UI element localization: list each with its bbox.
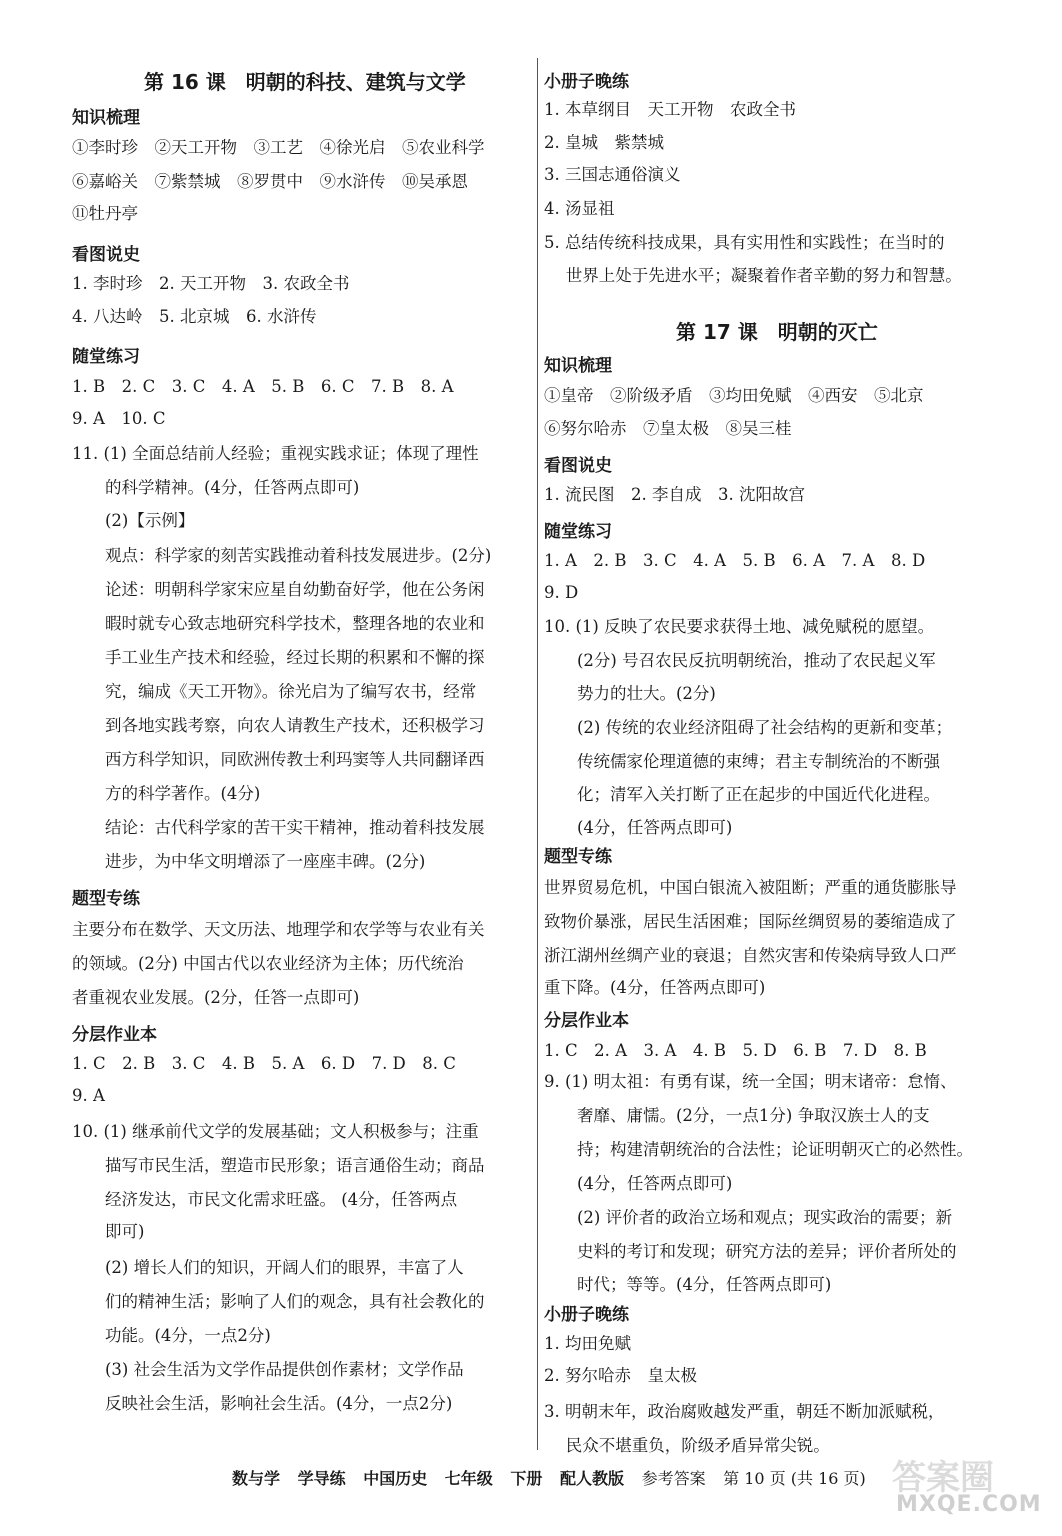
right-special-line: 致物价暴涨，居民生活困难；国际丝绸贸易的萎缩造成了 <box>544 912 957 931</box>
right-evening-line: 5. 总结传统科技成果，具有实用性和实践性；在当时的 <box>544 233 945 252</box>
right-practice-line: 9. D <box>544 583 579 602</box>
left-practice-line: 观点：科学家的刻苦实践推动着科技发展进步。(2分) <box>72 546 492 565</box>
right-evening2-line: 2. 努尔哈赤 皇太极 <box>544 1366 697 1385</box>
left-practice-line: 进步，为中华文明增添了一座座丰碑。(2分) <box>72 852 426 871</box>
left-practice-line: 方的科学著作。(4分) <box>72 784 261 803</box>
footer-book: 数与学 <box>232 1469 281 1488</box>
right-evening-line: 3. 三国志通俗演义 <box>544 165 681 184</box>
left-practice-line: 1. B 2. C 3. C 4. A 5. B 6. C 7. B 8. A <box>72 377 454 396</box>
left-homework-line: (3) 社会生活为文学作品提供创作素材；文学作品 <box>72 1360 464 1379</box>
right-homework-line: 奢靡、庸懦。(2分，一点1分) 争取汉族士人的支 <box>544 1106 930 1125</box>
right-homework-line: (4分，任答两点即可) <box>544 1174 733 1193</box>
column-divider <box>537 58 538 1450</box>
right-practice-line: 势力的壮大。(2分) <box>544 684 716 703</box>
left-special-line: 者重视农业发展。(2分，任答一点即可) <box>72 988 360 1007</box>
left-special-line: 的领域。(2分) 中国古代以农业经济为主体；历代统治 <box>72 954 464 973</box>
right-practice-line: (4分，任答两点即可) <box>544 818 733 837</box>
footer-grade: 七年级 <box>444 1469 493 1488</box>
left-homework-line: 10. (1) 继承前代文学的发展基础；文人积极参与；注重 <box>72 1122 479 1141</box>
watermark-domain: MXQE.COM <box>896 1492 1042 1517</box>
left-picture-heading: 看图说史 <box>72 245 140 265</box>
footer-section: 参考答案 <box>641 1469 706 1488</box>
left-homework-line: 经济发达，市民文化需求旺盛。 (4分，任答两点 <box>72 1190 458 1209</box>
right-evening-line: 4. 汤显祖 <box>544 199 615 218</box>
right-special-line: 浙江湖州丝绸产业的衰退；自然灾害和传染病导致人口严 <box>544 946 957 965</box>
left-homework-line: 们的精神生活；影响了人们的观念，具有社会教化的 <box>72 1292 485 1311</box>
right-picture-heading: 看图说史 <box>544 456 612 476</box>
left-practice-line: 到各地实践考察，向农人请教生产技术，还积极学习 <box>72 716 485 735</box>
right-homework-line: 时代；等等。(4分，任答两点即可) <box>544 1275 832 1294</box>
right-evening-line: 世界上处于先进水平；凝聚着作者辛勤的努力和智慧。 <box>544 266 962 285</box>
left-homework-line: 9. A <box>72 1086 105 1105</box>
left-knowledge-line: ⑥嘉峪关 ⑦紫禁城 ⑧罗贯中 ⑨水浒传 ⑩吴承恩 <box>72 172 468 191</box>
right-evening2-heading: 小册子晚练 <box>544 1305 629 1325</box>
left-homework-heading: 分层作业本 <box>72 1025 157 1045</box>
right-knowledge-line: ⑥努尔哈赤 ⑦皇太极 ⑧吴三桂 <box>544 419 792 438</box>
right-practice-heading: 随堂练习 <box>544 522 612 542</box>
right-practice-line: (2) 传统的农业经济阻碍了社会结构的更新和变革； <box>544 718 953 737</box>
right-practice-line: 10. (1) 反映了农民要求获得土地、减免赋税的愿望。 <box>544 617 935 636</box>
left-homework-line: 描写市民生活，塑造市民形象；语言通俗生动；商品 <box>72 1156 485 1175</box>
left-homework-line: 即可) <box>72 1222 145 1241</box>
right-evening-line: 1. 本草纲目 天工开物 农政全书 <box>544 100 796 119</box>
left-practice-line: 究，编成《天工开物》。徐光启为了编写农书，经常 <box>72 682 477 701</box>
lesson-16-title: 第 16 课 明朝的科技、建筑与文学 <box>144 70 466 94</box>
left-practice-line: 11. (1) 全面总结前人经验；重视实践求证；体现了理性 <box>72 444 479 463</box>
right-knowledge-line: ①皇帝 ②阶级矛盾 ③均田免赋 ④西安 ⑤北京 <box>544 386 924 405</box>
right-homework-line: 1. C 2. A 3. A 4. B 5. D 6. B 7. D 8. B <box>544 1041 927 1060</box>
right-practice-line: 传统儒家伦理道德的束缚；君主专制统治的不断强 <box>544 752 940 771</box>
footer-edition: 配人教版 <box>559 1469 624 1488</box>
left-picture-line: 4. 八达岭 5. 北京城 6. 水浒传 <box>72 307 317 326</box>
footer-subject: 中国历史 <box>363 1469 428 1488</box>
left-practice-heading: 随堂练习 <box>72 347 140 367</box>
right-special-line: 世界贸易危机，中国白银流入被阻断；严重的通货膨胀导 <box>544 878 957 897</box>
right-evening2-line: 民众不堪重负，阶级矛盾异常尖锐。 <box>544 1436 830 1455</box>
site-watermark <box>888 1448 1048 1528</box>
left-special-heading: 题型专练 <box>72 889 140 909</box>
left-practice-line: 西方科学知识，同欧洲传教士利玛窦等人共同翻译西 <box>72 750 485 769</box>
left-practice-line: 论述：明朝科学家宋应星自幼勤奋好学，他在公务闲 <box>72 580 485 599</box>
left-special-line: 主要分布在数学、天文历法、地理学和农学等与农业有关 <box>72 920 485 939</box>
footer-series: 学导练 <box>297 1469 346 1488</box>
left-homework-line: 功能。(4分，一点2分) <box>72 1326 271 1345</box>
lesson-17-title: 第 17 课 明朝的灭亡 <box>676 320 878 344</box>
left-knowledge-line: ①李时珍 ②天工开物 ③工艺 ④徐光启 ⑤农业科学 <box>72 138 485 157</box>
right-homework-line: 9. (1) 明太祖：有勇有谋，统一全国；明末诸帝：怠惰、 <box>544 1072 957 1091</box>
right-practice-line: 1. A 2. B 3. C 4. A 5. B 6. A 7. A 8. D <box>544 551 926 570</box>
right-special-heading: 题型专练 <box>544 847 612 867</box>
footer-page-number: 第 10 页 (共 16 页) <box>723 1469 866 1488</box>
right-practice-line: 化；清军入关打断了正在起步的中国近代化进程。 <box>544 785 940 804</box>
left-homework-line: 反映社会生活，影响社会生活。(4分，一点2分) <box>72 1394 453 1413</box>
left-picture-line: 1. 李时珍 2. 天工开物 3. 农政全书 <box>72 274 350 293</box>
left-practice-line: 结论：古代科学家的苦干实干精神，推动着科技发展 <box>72 818 485 837</box>
right-homework-line: 持；构建清朝统治的合法性；论证明朝灭亡的必然性。 <box>544 1140 973 1159</box>
right-homework-heading: 分层作业本 <box>544 1011 629 1031</box>
watermark-logo: 答案圈 <box>892 1458 994 1498</box>
left-practice-line: 手工业生产技术和经验，经过长期的积累和不懈的探 <box>72 648 485 667</box>
left-homework-line: (2) 增长人们的知识，开阔人们的眼界，丰富了人 <box>72 1258 464 1277</box>
right-evening2-line: 3. 明朝末年，政治腐败越发严重，朝廷不断加派赋税， <box>544 1402 945 1421</box>
right-homework-line: (2) 评价者的政治立场和观点；现实政治的需要；新 <box>544 1208 953 1227</box>
right-evening2-line: 1. 均田免赋 <box>544 1334 631 1353</box>
left-practice-line: 9. A 10. C <box>72 409 166 428</box>
left-practice-line: 的科学精神。(4分，任答两点即可) <box>72 478 360 497</box>
page-footer <box>232 1466 878 1489</box>
right-evening-heading: 小册子晚练 <box>544 72 629 92</box>
right-practice-line: (2分) 号召农民反抗明朝统治，推动了农民起义军 <box>544 651 936 670</box>
left-knowledge-line: ⑪牡丹亭 <box>72 204 138 223</box>
left-knowledge-heading: 知识梳理 <box>72 108 140 128</box>
right-special-line: 重下降。(4分，任答两点即可) <box>544 978 766 997</box>
right-homework-line: 史料的考订和发现；研究方法的差异；评价者所处的 <box>544 1242 957 1261</box>
left-homework-line: 1. C 2. B 3. C 4. B 5. A 6. D 7. D 8. C <box>72 1054 456 1073</box>
left-practice-line: (2)【示例】 <box>72 511 195 530</box>
right-knowledge-heading: 知识梳理 <box>544 356 612 376</box>
right-evening-line: 2. 皇城 紫禁城 <box>544 133 664 152</box>
footer-volume: 下册 <box>510 1469 543 1488</box>
right-picture-line: 1. 流民图 2. 李自成 3. 沈阳故宫 <box>544 485 805 504</box>
left-practice-line: 暇时就专心致志地研究科学技术，整理各地的农业和 <box>72 614 485 633</box>
